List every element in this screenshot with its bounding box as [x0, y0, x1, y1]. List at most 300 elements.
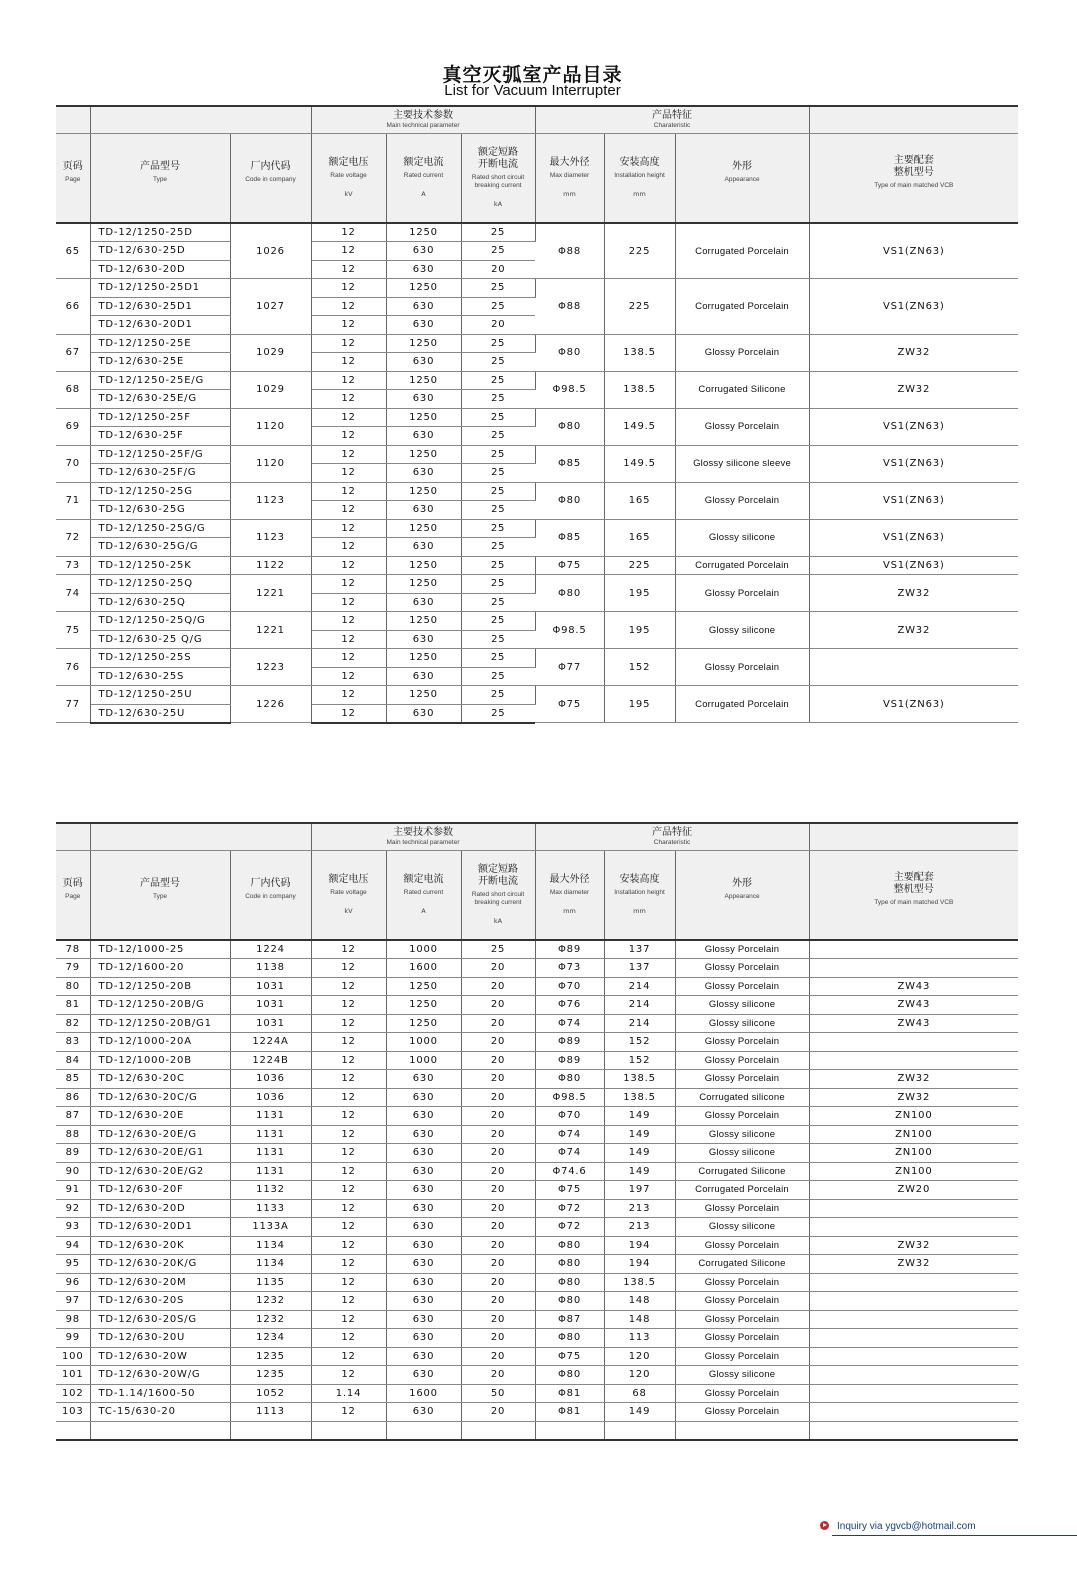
current-cell: 630	[386, 1236, 461, 1255]
breaking-cell: 25	[461, 297, 535, 316]
breaking-cell: 25	[461, 686, 535, 705]
table-row	[56, 1273, 1018, 1292]
current-cell: 1250	[386, 279, 461, 298]
header-page	[56, 850, 90, 940]
page-title-en: List for Vacuum Interrupter	[444, 82, 621, 99]
appearance-cell: Glossy Porcelain	[675, 959, 809, 978]
breaking-cell: 20	[461, 1347, 535, 1366]
type-cell: TD-12/630-20S	[90, 1292, 230, 1311]
vcb-cell: ZN100	[809, 1107, 1018, 1126]
page-title-cn: 真空灭弧室产品目录	[442, 64, 623, 86]
type-cell: TD-12/630-20W/G	[90, 1366, 230, 1385]
voltage-cell: 12	[311, 667, 386, 686]
diameter-cell: Φ89	[535, 1051, 604, 1070]
table-row	[56, 1310, 1018, 1329]
code-cell: 1232	[230, 1310, 311, 1329]
voltage-cell: 12	[311, 1125, 386, 1144]
table-row	[56, 1088, 1018, 1107]
table-row	[56, 959, 1018, 978]
header-vcb-cn: 主要配套整机型号	[893, 155, 934, 179]
header-page	[56, 133, 90, 223]
code-cell	[230, 1421, 311, 1440]
breaking-cell: 25	[461, 445, 535, 464]
header-code	[230, 850, 311, 940]
height-cell: 225	[604, 556, 675, 575]
header-voltage	[311, 133, 386, 223]
table-row	[56, 1292, 1018, 1311]
header-diameter-en: Max diameter	[549, 172, 590, 180]
breaking-cell: 20	[461, 260, 535, 279]
appearance-cell: Glossy Porcelain	[675, 1051, 809, 1070]
appearance-cell: Glossy Porcelain	[675, 482, 809, 519]
page-cell: 96	[56, 1273, 90, 1292]
voltage-cell: 12	[311, 427, 386, 446]
table-row	[56, 1199, 1018, 1218]
voltage-cell: 12	[311, 1181, 386, 1200]
diameter-cell: Φ75	[535, 686, 604, 723]
appearance-cell: Glossy Porcelain	[675, 334, 809, 371]
code-cell: 1221	[230, 612, 311, 649]
diameter-cell: Φ88	[535, 279, 604, 335]
type-cell: TD-12/630-25D	[90, 242, 230, 261]
voltage-cell: 12	[311, 316, 386, 335]
height-cell: 68	[604, 1384, 675, 1403]
height-cell: 138.5	[604, 1070, 675, 1089]
voltage-cell: 12	[311, 1366, 386, 1385]
voltage-cell: 12	[311, 501, 386, 520]
vcb-cell: ZW43	[809, 1014, 1018, 1033]
type-cell: TD-12/630-20M	[90, 1273, 230, 1292]
footer-text: Inquiry via ygvcb@hotmail.com	[837, 1521, 976, 1532]
height-cell: 137	[604, 940, 675, 959]
appearance-cell: Glossy Porcelain	[675, 1236, 809, 1255]
table-row	[56, 556, 1018, 575]
header-height	[604, 133, 675, 223]
height-cell	[604, 1421, 675, 1440]
height-cell: 149	[604, 1144, 675, 1163]
table-row	[56, 519, 1018, 538]
header-diameter-unit: mm	[563, 190, 576, 199]
diameter-cell: Φ89	[535, 940, 604, 959]
code-cell: 1027	[230, 279, 311, 335]
appearance-cell: Corrugated silicone	[675, 1088, 809, 1107]
type-cell: TD-12/1250-25S	[90, 649, 230, 668]
page-cell: 74	[56, 575, 90, 612]
breaking-cell	[461, 1421, 535, 1440]
current-cell: 630	[386, 630, 461, 649]
type-cell	[90, 1421, 230, 1440]
appearance-cell: Glossy Porcelain	[675, 1403, 809, 1422]
diameter-cell: Φ98.5	[535, 1088, 604, 1107]
header-diameter-cn: 最大外径	[549, 157, 590, 169]
height-cell: 138.5	[604, 334, 675, 371]
header-main-group-en: Main technical parameter	[386, 121, 460, 129]
table-row	[56, 649, 1018, 668]
header-breaking-unit: kA	[493, 917, 503, 926]
type-cell: TD-12/630-20E/G	[90, 1125, 230, 1144]
header-main-group-cn: 主要技术参数	[393, 109, 453, 121]
type-cell: TD-12/630-25U	[90, 704, 230, 723]
type-cell: TD-12/1250-25F/G	[90, 445, 230, 464]
diameter-cell: Φ81	[535, 1403, 604, 1422]
voltage-cell: 12	[311, 297, 386, 316]
code-cell: 1131	[230, 1144, 311, 1163]
header-main-group	[311, 823, 535, 850]
voltage-cell: 12	[311, 940, 386, 959]
diameter-cell: Φ81	[535, 1384, 604, 1403]
type-cell: TD-12/1600-20	[90, 959, 230, 978]
vcb-cell	[809, 940, 1018, 959]
code-cell: 1120	[230, 408, 311, 445]
breaking-cell: 25	[461, 279, 535, 298]
breaking-cell: 20	[461, 1329, 535, 1348]
table-row	[56, 223, 1018, 242]
breaking-cell: 25	[461, 334, 535, 353]
header-appearance	[675, 850, 809, 940]
header-blank	[90, 106, 311, 133]
header-voltage	[311, 850, 386, 940]
table-row	[56, 1255, 1018, 1274]
current-cell: 630	[386, 704, 461, 723]
type-cell: TD-12/1000-20B	[90, 1051, 230, 1070]
table-row	[56, 940, 1018, 959]
page-cell: 67	[56, 334, 90, 371]
vcb-cell: ZW32	[809, 575, 1018, 612]
vcb-cell: ZW43	[809, 977, 1018, 996]
header-breaking	[461, 133, 535, 223]
current-cell: 1250	[386, 223, 461, 242]
breaking-cell: 20	[461, 316, 535, 335]
vcb-cell: ZW43	[809, 996, 1018, 1015]
diameter-cell: Φ74.6	[535, 1162, 604, 1181]
header-current-unit: A	[421, 907, 426, 916]
header-current-unit: A	[421, 190, 426, 199]
header-code-en: Code in company	[245, 893, 296, 901]
code-cell: 1052	[230, 1384, 311, 1403]
height-cell: 149	[604, 1125, 675, 1144]
table-row	[56, 371, 1018, 390]
page-cell	[56, 1421, 90, 1440]
vcb-cell: VS1(ZN63)	[809, 482, 1018, 519]
diameter-cell: Φ75	[535, 556, 604, 575]
vcb-cell: ZW32	[809, 1088, 1018, 1107]
voltage-cell: 12	[311, 1033, 386, 1052]
code-cell: 1031	[230, 996, 311, 1015]
current-cell: 630	[386, 1125, 461, 1144]
current-cell: 1250	[386, 519, 461, 538]
current-cell: 630	[386, 1088, 461, 1107]
appearance-cell: Glossy silicone	[675, 1014, 809, 1033]
code-cell: 1223	[230, 649, 311, 686]
vcb-cell: VS1(ZN63)	[809, 686, 1018, 723]
vcb-cell	[809, 1310, 1018, 1329]
code-cell: 1138	[230, 959, 311, 978]
height-cell: 214	[604, 1014, 675, 1033]
type-cell: TD-12/1000-20A	[90, 1033, 230, 1052]
vcb-cell: VS1(ZN63)	[809, 408, 1018, 445]
current-cell: 630	[386, 260, 461, 279]
diameter-cell: Φ85	[535, 445, 604, 482]
table-row	[56, 1329, 1018, 1348]
vcb-cell	[809, 1273, 1018, 1292]
table-row	[56, 1384, 1018, 1403]
page-cell: 88	[56, 1125, 90, 1144]
vcb-cell: VS1(ZN63)	[809, 223, 1018, 279]
voltage-cell: 12	[311, 1070, 386, 1089]
current-cell: 630	[386, 1144, 461, 1163]
type-cell: TD-12/630-20K	[90, 1236, 230, 1255]
diameter-cell: Φ89	[535, 1033, 604, 1052]
voltage-cell: 12	[311, 1347, 386, 1366]
code-cell: 1134	[230, 1255, 311, 1274]
voltage-cell: 12	[311, 519, 386, 538]
code-cell: 1224B	[230, 1051, 311, 1070]
vcb-cell: ZW32	[809, 334, 1018, 371]
page-cell: 91	[56, 1181, 90, 1200]
page-cell: 69	[56, 408, 90, 445]
diameter-cell: Φ80	[535, 1255, 604, 1274]
footer-inquiry	[820, 1521, 976, 1532]
breaking-cell: 20	[461, 1403, 535, 1422]
breaking-cell: 25	[461, 704, 535, 723]
header-diameter-cn: 最大外径	[549, 874, 590, 886]
table-row	[56, 1366, 1018, 1385]
breaking-cell: 25	[461, 940, 535, 959]
breaking-cell: 25	[461, 242, 535, 261]
page-cell: 93	[56, 1218, 90, 1237]
breaking-cell: 25	[461, 353, 535, 372]
type-cell: TD-12/630-20E/G1	[90, 1144, 230, 1163]
current-cell: 1600	[386, 959, 461, 978]
breaking-cell: 20	[461, 1273, 535, 1292]
code-cell: 1224	[230, 940, 311, 959]
code-cell: 1026	[230, 223, 311, 279]
catalog-table-2	[56, 822, 1018, 1441]
breaking-cell: 50	[461, 1384, 535, 1403]
vcb-cell: ZW32	[809, 371, 1018, 408]
breaking-cell: 20	[461, 1051, 535, 1070]
page-cell: 86	[56, 1088, 90, 1107]
current-cell: 630	[386, 1070, 461, 1089]
header-height-en: Installation height	[614, 889, 665, 897]
appearance-cell: Glossy Porcelain	[675, 408, 809, 445]
appearance-cell: Corrugated Porcelain	[675, 556, 809, 575]
type-cell: TD-12/630-25E	[90, 353, 230, 372]
voltage-cell: 12	[311, 464, 386, 483]
vcb-cell	[809, 1366, 1018, 1385]
voltage-cell: 12	[311, 612, 386, 631]
code-cell: 1133	[230, 1199, 311, 1218]
code-cell: 1029	[230, 371, 311, 408]
table-row	[56, 1236, 1018, 1255]
header-height-cn: 安装高度	[619, 874, 660, 886]
height-cell: 195	[604, 612, 675, 649]
current-cell	[386, 1421, 461, 1440]
appearance-cell: Glossy silicone	[675, 1218, 809, 1237]
play-bullet-icon	[820, 1521, 829, 1530]
voltage-cell: 12	[311, 593, 386, 612]
voltage-cell: 12	[311, 1107, 386, 1126]
voltage-cell: 12	[311, 1255, 386, 1274]
current-cell: 630	[386, 390, 461, 409]
header-page-en: Page	[65, 893, 81, 901]
appearance-cell: Corrugated Porcelain	[675, 223, 809, 279]
table-row	[56, 1144, 1018, 1163]
header-code-cn: 厂内代码	[250, 878, 291, 890]
header-appearance-cn: 外形	[732, 161, 753, 173]
vcb-cell	[809, 1199, 1018, 1218]
appearance-cell: Glossy silicone	[675, 612, 809, 649]
appearance-cell: Glossy Porcelain	[675, 1329, 809, 1348]
type-cell: TD-12/1250-25D1	[90, 279, 230, 298]
appearance-cell: Glossy silicone	[675, 1366, 809, 1385]
appearance-cell: Glossy silicone	[675, 1125, 809, 1144]
height-cell: 194	[604, 1236, 675, 1255]
appearance-cell: Glossy Porcelain	[675, 1107, 809, 1126]
diameter-cell: Φ72	[535, 1218, 604, 1237]
type-cell: TD-12/1250-25Q/G	[90, 612, 230, 631]
header-blank	[809, 106, 1018, 133]
height-cell: 149	[604, 1403, 675, 1422]
breaking-cell: 20	[461, 977, 535, 996]
header-vcb-en: Type of main matched VCB	[874, 899, 954, 907]
header-appearance-cn: 外形	[732, 878, 753, 890]
breaking-cell: 25	[461, 538, 535, 557]
table-row	[56, 1181, 1018, 1200]
voltage-cell: 12	[311, 1310, 386, 1329]
diameter-cell: Φ80	[535, 1366, 604, 1385]
page-cell: 100	[56, 1347, 90, 1366]
code-cell: 1029	[230, 334, 311, 371]
code-cell: 1224A	[230, 1033, 311, 1052]
code-cell: 1235	[230, 1347, 311, 1366]
type-cell: TD-12/630-25 Q/G	[90, 630, 230, 649]
header-diameter	[535, 133, 604, 223]
current-cell: 1250	[386, 408, 461, 427]
diameter-cell: Φ98.5	[535, 612, 604, 649]
type-cell: TD-12/1250-20B/G	[90, 996, 230, 1015]
header-blank	[90, 823, 311, 850]
voltage-cell: 12	[311, 1236, 386, 1255]
table-row	[56, 1218, 1018, 1237]
type-cell: TD-12/1250-25G/G	[90, 519, 230, 538]
height-cell: 152	[604, 1051, 675, 1070]
voltage-cell: 12	[311, 996, 386, 1015]
current-cell: 630	[386, 667, 461, 686]
current-cell: 630	[386, 297, 461, 316]
header-appearance-en: Appearance	[724, 176, 760, 184]
appearance-cell: Corrugated Porcelain	[675, 279, 809, 335]
type-cell: TD-12/630-20D	[90, 1199, 230, 1218]
vcb-cell	[809, 1292, 1018, 1311]
type-cell: TD-12/1250-25Q	[90, 575, 230, 594]
current-cell: 630	[386, 1218, 461, 1237]
table-row	[56, 1014, 1018, 1033]
type-cell: TD-12/630-20K/G	[90, 1255, 230, 1274]
height-cell: 213	[604, 1199, 675, 1218]
page-cell: 68	[56, 371, 90, 408]
table-row	[56, 1421, 1018, 1440]
breaking-cell: 20	[461, 1144, 535, 1163]
appearance-cell: Glossy Porcelain	[675, 1384, 809, 1403]
vcb-cell	[809, 1403, 1018, 1422]
code-cell: 1123	[230, 482, 311, 519]
appearance-cell: Corrugated Porcelain	[675, 1181, 809, 1200]
diameter-cell: Φ80	[535, 482, 604, 519]
vcb-cell: ZW32	[809, 612, 1018, 649]
voltage-cell: 12	[311, 1144, 386, 1163]
table-row	[56, 996, 1018, 1015]
header-vcb-en: Type of main matched VCB	[874, 182, 954, 190]
code-cell: 1036	[230, 1088, 311, 1107]
height-cell: 165	[604, 519, 675, 556]
header-diameter-unit: mm	[563, 907, 576, 916]
diameter-cell	[535, 1421, 604, 1440]
height-cell: 214	[604, 996, 675, 1015]
type-cell: TD-12/630-25S	[90, 667, 230, 686]
type-cell: TD-12/630-20W	[90, 1347, 230, 1366]
page-cell: 90	[56, 1162, 90, 1181]
current-cell: 1250	[386, 482, 461, 501]
type-cell: TD-12/1250-25F	[90, 408, 230, 427]
header-breaking-unit: kA	[493, 200, 503, 209]
diameter-cell: Φ88	[535, 223, 604, 279]
header-char-group-en: Charateristic	[653, 838, 691, 846]
type-cell: TD-12/630-20D	[90, 260, 230, 279]
page-cell: 85	[56, 1070, 90, 1089]
table-row	[56, 334, 1018, 353]
appearance-cell: Glossy Porcelain	[675, 1033, 809, 1052]
current-cell: 630	[386, 1403, 461, 1422]
page-cell: 66	[56, 279, 90, 335]
voltage-cell: 12	[311, 1199, 386, 1218]
appearance-cell: Glossy Porcelain	[675, 1292, 809, 1311]
vcb-cell: ZN100	[809, 1162, 1018, 1181]
header-current-cn: 额定电流	[403, 874, 444, 886]
breaking-cell: 25	[461, 593, 535, 612]
table-row	[56, 575, 1018, 594]
page-cell: 71	[56, 482, 90, 519]
header-voltage-unit: kV	[344, 907, 353, 916]
header-height-en: Installation height	[614, 172, 665, 180]
header-voltage-en: Rate voltage	[330, 172, 367, 180]
current-cell: 1250	[386, 649, 461, 668]
code-cell: 1232	[230, 1292, 311, 1311]
height-cell: 148	[604, 1310, 675, 1329]
header-type	[90, 850, 230, 940]
current-cell: 1250	[386, 556, 461, 575]
voltage-cell: 12	[311, 704, 386, 723]
voltage-cell	[311, 1421, 386, 1440]
type-cell: TD-12/1250-25K	[90, 556, 230, 575]
page-cell: 78	[56, 940, 90, 959]
type-cell: TD-12/630-25Q	[90, 593, 230, 612]
breaking-cell: 20	[461, 1199, 535, 1218]
current-cell: 630	[386, 593, 461, 612]
page-cell: 102	[56, 1384, 90, 1403]
table-row	[56, 445, 1018, 464]
code-cell: 1123	[230, 519, 311, 556]
page-cell: 75	[56, 612, 90, 649]
voltage-cell: 12	[311, 390, 386, 409]
voltage-cell: 12	[311, 371, 386, 390]
code-cell: 1131	[230, 1162, 311, 1181]
type-cell: TD-12/630-20U	[90, 1329, 230, 1348]
type-cell: TD-12/630-25G/G	[90, 538, 230, 557]
header-vcb	[809, 133, 1018, 223]
type-cell: TD-12/630-20C	[90, 1070, 230, 1089]
breaking-cell: 20	[461, 1014, 535, 1033]
